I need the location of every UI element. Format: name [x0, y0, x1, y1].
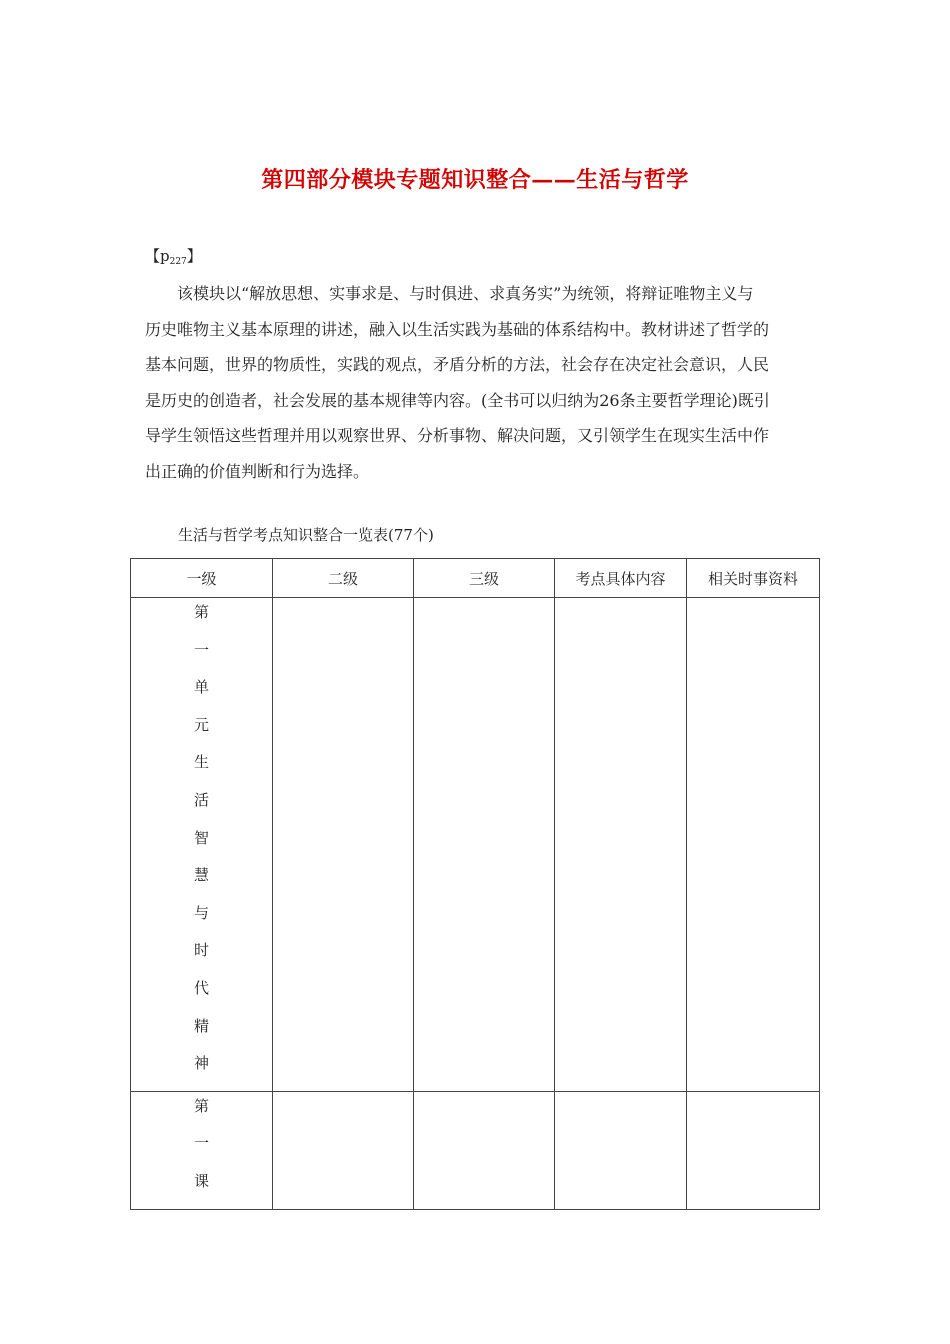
news-cell [687, 598, 820, 1092]
header-content: 考点具体内容 [555, 559, 687, 598]
level1-cell: 第 一 课 [131, 1091, 273, 1209]
intro-line: 该模块以“解放思想、实事求是、与时俱进、求真务实”为统领，将辩证唯物主义与 [177, 284, 754, 303]
intro-line: 基本问题，世界的物质性，实践的观点，矛盾分析的方法，社会存在决定社会意识，人民 [145, 355, 770, 374]
level1-cell: 第 一 单 元 生 活 智 慧 与 时 代 精 神 [131, 598, 273, 1092]
document-title: 第四部分模块专题知识整合——生活与哲学 [261, 167, 689, 193]
knowledge-table [130, 558, 820, 1210]
header-news: 相关时事资料 [687, 559, 820, 598]
table-row [131, 598, 820, 1092]
level2-cell [273, 598, 414, 1092]
table-caption: 生活与哲学考点知识整合一览表(77个) [178, 526, 434, 544]
page-reference: 【$p_{227}$】 [145, 247, 202, 267]
level2-cell [273, 1091, 414, 1209]
header-level2: 二级 [273, 559, 414, 598]
intro-paragraph [145, 276, 810, 489]
news-cell [687, 1091, 820, 1209]
content-cell [555, 598, 687, 1092]
intro-line: 导学生领悟这些哲理并用以观察世界、分析事物、解决问题，又引领学生在现实生活中作 [145, 426, 770, 445]
level3-cell [414, 598, 555, 1092]
table-header-row [131, 559, 820, 598]
level3-cell [414, 1091, 555, 1209]
header-level1: 一级 [131, 559, 273, 598]
intro-line: 历史唯物主义基本原理的讲述，融入以生活实践为基础的体系结构中。教材讲述了哲学的 [145, 319, 770, 339]
header-level3: 三级 [414, 559, 555, 598]
intro-line: 是历史的创造者，社会发展的基本规律等内容。(全书可以归纳为26条主要哲学理论)既引 [145, 390, 770, 410]
table-row [131, 1091, 820, 1209]
intro-line: 出正确的价值判断和行为选择。 [145, 461, 370, 481]
content-cell [555, 1091, 687, 1209]
